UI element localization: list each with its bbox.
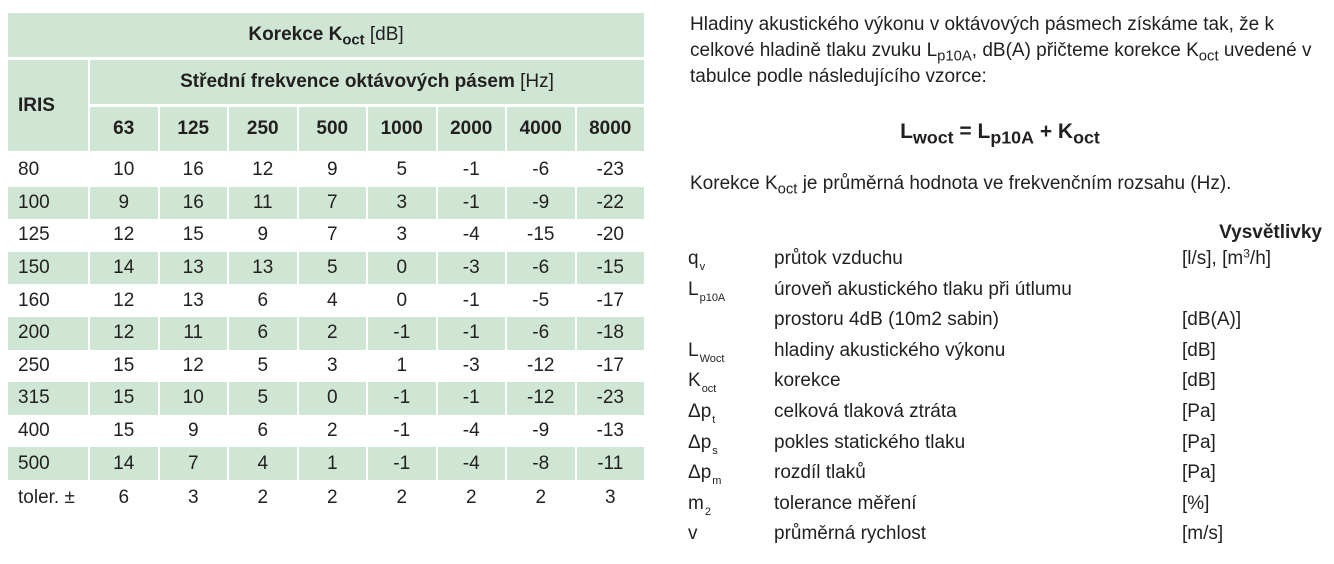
table-row bbox=[8, 415, 644, 448]
formula bbox=[690, 120, 1310, 148]
table-row bbox=[8, 252, 644, 285]
legend-symbol-sub: t bbox=[712, 414, 716, 427]
legend-description: korekce bbox=[774, 370, 841, 392]
legend-symbol bbox=[688, 397, 715, 427]
correction-value-cell: 9 bbox=[90, 187, 158, 220]
legend-unit-text: [dB] bbox=[1182, 339, 1216, 361]
frequency-header-row bbox=[8, 107, 644, 154]
correction-value-cell: -1 bbox=[393, 420, 411, 442]
intro-paragraph bbox=[690, 12, 1320, 90]
legend-description: úroveň akustického tlaku při útlumu bbox=[774, 278, 1072, 300]
iris-size-cell: 400 bbox=[18, 420, 50, 442]
table-row bbox=[8, 350, 644, 383]
legend-unit-text: [%] bbox=[1182, 492, 1210, 514]
formula-l: L bbox=[900, 120, 913, 143]
legend-unit bbox=[1182, 428, 1216, 458]
correction-value-cell: 13 bbox=[160, 252, 228, 285]
correction-value-cell: 3 bbox=[326, 354, 338, 376]
note-sub: oct bbox=[777, 181, 798, 198]
tolerance-value-cell: 6 bbox=[118, 486, 130, 508]
correction-value-cell: -23 bbox=[577, 382, 645, 415]
correction-value-cell: 3 bbox=[368, 187, 436, 220]
legend-symbol-sub: Woct bbox=[699, 352, 725, 365]
tolerance-value-cell: 2 bbox=[465, 486, 477, 508]
legend-symbol-base: q bbox=[688, 248, 699, 269]
table-title-prefix: Korekce K bbox=[248, 24, 343, 45]
intro-text-3: uvedené v tabulce podle následujícího vzorce: bbox=[690, 40, 1312, 87]
correction-value-cell: 6 bbox=[229, 317, 297, 350]
iris-size-cell: 150 bbox=[8, 252, 88, 285]
legend-row bbox=[688, 366, 1328, 396]
legend-symbol bbox=[688, 336, 724, 366]
legend-unit bbox=[1182, 519, 1223, 549]
legend-description: prostoru 4dB (10m2 sabin) bbox=[774, 309, 999, 331]
legend-symbol-sub: 2 bbox=[704, 505, 711, 518]
correction-value-cell: 3 bbox=[396, 224, 408, 246]
legend-symbol-sub: s bbox=[712, 444, 718, 457]
correction-value-cell: -4 bbox=[438, 447, 506, 480]
iris-size-cell: 250 bbox=[18, 354, 50, 376]
frequency-header: 4000 bbox=[507, 107, 575, 154]
formula-r-sub: p10A bbox=[990, 127, 1034, 148]
legend-symbol-base: m bbox=[688, 492, 704, 514]
table-title-unit: [dB] bbox=[369, 24, 404, 45]
correction-value-cell: -8 bbox=[507, 447, 575, 480]
correction-value-cell: 16 bbox=[182, 159, 204, 181]
intro-text-1: Hladiny akustického výkonu v oktávových pásmech získáme tak, že k celkové hladině tlaku zvuku L bbox=[690, 14, 1274, 61]
correction-value-cell: 9 bbox=[257, 224, 269, 246]
correction-value-cell: 14 bbox=[90, 252, 158, 285]
intro-sub-2: oct bbox=[1198, 48, 1219, 65]
correction-value-cell: -6 bbox=[507, 252, 575, 285]
legend-symbol bbox=[688, 489, 711, 519]
correction-value-cell: 16 bbox=[160, 187, 228, 220]
correction-value-cell: 0 bbox=[368, 252, 436, 285]
legend-row bbox=[688, 397, 1328, 427]
iris-header: IRIS bbox=[8, 60, 88, 154]
correction-value-cell: 15 bbox=[113, 354, 135, 376]
intro-text-2: , dB(A) přičteme korekce K bbox=[971, 40, 1199, 61]
legend-description: tolerance měření bbox=[774, 492, 917, 514]
legend-symbol bbox=[688, 458, 721, 488]
correction-value-cell: 12 bbox=[90, 317, 158, 350]
correction-value-cell: 7 bbox=[160, 447, 228, 480]
correction-value-cell: -13 bbox=[596, 420, 624, 442]
correction-value-cell: -9 bbox=[532, 420, 550, 442]
frequency-header: 125 bbox=[160, 107, 228, 154]
legend-unit bbox=[1182, 336, 1216, 366]
band-header-label: Střední frekvence oktávových pásem bbox=[180, 71, 515, 92]
correction-value-cell: -1 bbox=[438, 187, 506, 220]
correction-value-cell: 9 bbox=[187, 420, 199, 442]
legend-symbol bbox=[688, 519, 698, 549]
tolerance-label: toler. ± bbox=[18, 486, 75, 508]
formula-l-sub: woct bbox=[912, 127, 954, 148]
correction-value-cell: -1 bbox=[438, 317, 506, 350]
legend-description: hladiny akustického výkonu bbox=[774, 339, 1006, 361]
note-text bbox=[690, 173, 1232, 198]
correction-value-cell: 12 bbox=[252, 159, 274, 181]
legend-symbol-sub: v bbox=[699, 261, 706, 274]
iris-size-cell: 315 bbox=[8, 382, 88, 415]
tolerance-value-cell: 2 bbox=[535, 486, 547, 508]
legend-unit bbox=[1182, 244, 1271, 274]
intro-sub-1: p10A bbox=[937, 48, 972, 65]
legend-unit-text: [m/s] bbox=[1182, 523, 1224, 545]
correction-value-cell: 5 bbox=[396, 159, 408, 181]
correction-value-cell: -1 bbox=[368, 382, 436, 415]
legend-symbol bbox=[688, 366, 716, 396]
table-row bbox=[8, 154, 644, 187]
note-suffix: je průměrná hodnota ve frekvenčním rozsahu (Hz). bbox=[797, 173, 1232, 194]
tolerance-value-cell: 2 bbox=[326, 486, 338, 508]
correction-value-cell: 1 bbox=[396, 354, 408, 376]
legend-symbol-base: Δp bbox=[688, 401, 712, 422]
legend-description: průtok vzduchu bbox=[774, 248, 903, 269]
correction-value-cell: 13 bbox=[229, 252, 297, 285]
correction-value-cell: 0 bbox=[299, 382, 367, 415]
legend-symbol-base: L bbox=[688, 278, 699, 300]
correction-value-cell: 5 bbox=[257, 354, 269, 376]
correction-value-cell: 7 bbox=[299, 187, 367, 220]
table-row bbox=[8, 317, 644, 350]
legend-row bbox=[688, 489, 1328, 519]
correction-value-cell: 15 bbox=[113, 420, 135, 442]
legend-description: pokles statického tlaku bbox=[774, 431, 966, 453]
correction-value-cell: -9 bbox=[507, 187, 575, 220]
note-prefix: Korekce K bbox=[690, 173, 778, 194]
iris-size-cell: 160 bbox=[18, 289, 50, 311]
correction-value-cell: 2 bbox=[299, 317, 367, 350]
frequency-header: 500 bbox=[299, 107, 367, 154]
correction-value-cell: -15 bbox=[577, 252, 645, 285]
correction-value-cell: 4 bbox=[229, 447, 297, 480]
legend-unit-sup: 3 bbox=[1243, 246, 1250, 261]
correction-value-cell: -18 bbox=[577, 317, 645, 350]
legend-unit-text: [dB] bbox=[1182, 370, 1216, 392]
correction-value-cell: -15 bbox=[527, 224, 555, 246]
correction-value-cell: 10 bbox=[160, 382, 228, 415]
legend-unit-text: [l/s], [m bbox=[1182, 248, 1244, 269]
correction-value-cell: 10 bbox=[113, 159, 135, 181]
table-row bbox=[8, 187, 644, 220]
formula-eq: = L bbox=[953, 120, 991, 143]
legend-description: rozdíl tlaků bbox=[774, 462, 866, 484]
legend-unit bbox=[1182, 458, 1216, 488]
legend-row bbox=[688, 519, 1328, 549]
table-row bbox=[8, 382, 644, 415]
legend-row bbox=[688, 336, 1328, 366]
legend-row bbox=[688, 305, 1328, 335]
correction-value-cell: -17 bbox=[596, 354, 624, 376]
table-row bbox=[8, 284, 644, 317]
legend-row bbox=[688, 458, 1328, 488]
correction-value-cell: 13 bbox=[182, 289, 204, 311]
correction-value-cell: -4 bbox=[462, 224, 480, 246]
tolerance-value-cell: 2 bbox=[257, 486, 269, 508]
correction-value-cell: 1 bbox=[299, 447, 367, 480]
correction-value-cell: -1 bbox=[462, 159, 480, 181]
legend-symbol-base: Δp bbox=[688, 462, 712, 484]
iris-size-cell: 125 bbox=[18, 224, 50, 246]
correction-value-cell: -11 bbox=[577, 447, 645, 480]
correction-value-cell: 5 bbox=[229, 382, 297, 415]
frequency-header: 1000 bbox=[368, 107, 436, 154]
legend-symbol-base: Δp bbox=[688, 431, 712, 453]
legend-symbol-sub: m bbox=[712, 475, 722, 488]
frequency-header: 250 bbox=[229, 107, 297, 154]
legend-unit-text: [dB(A)] bbox=[1182, 309, 1242, 331]
legend-row bbox=[688, 428, 1328, 458]
tolerance-value-cell: 3 bbox=[604, 486, 616, 508]
legend-description: průměrná rychlost bbox=[774, 523, 927, 545]
correction-value-cell: 14 bbox=[90, 447, 158, 480]
legend-symbol bbox=[688, 244, 705, 274]
correction-value-cell: -3 bbox=[462, 354, 480, 376]
legend-symbol-sub: oct bbox=[701, 383, 717, 396]
legend-description: celková tlaková ztráta bbox=[774, 401, 957, 422]
correction-value-cell: -23 bbox=[596, 159, 624, 181]
table-row bbox=[8, 447, 644, 480]
table-body bbox=[8, 154, 644, 516]
correction-value-cell: 2 bbox=[326, 420, 338, 442]
legend-unit bbox=[1182, 366, 1216, 396]
table-row bbox=[8, 219, 644, 252]
correction-value-cell: 11 bbox=[229, 187, 297, 220]
band-header bbox=[90, 60, 644, 107]
correction-value-cell: 12 bbox=[113, 224, 135, 246]
formula-k-sub: oct bbox=[1073, 127, 1100, 148]
correction-value-cell: 12 bbox=[182, 354, 204, 376]
legend-unit bbox=[1182, 489, 1209, 519]
correction-value-cell: 4 bbox=[326, 289, 338, 311]
legend-unit-text: [Pa] bbox=[1182, 401, 1216, 422]
correction-value-cell: -1 bbox=[462, 289, 480, 311]
legend-unit-end: /h] bbox=[1249, 248, 1272, 269]
correction-value-cell: -6 bbox=[507, 317, 575, 350]
correction-value-cell: 7 bbox=[326, 224, 338, 246]
correction-value-cell: 6 bbox=[257, 289, 269, 311]
formula-plus: + K bbox=[1034, 120, 1074, 143]
correction-value-cell: -5 bbox=[532, 289, 550, 311]
correction-value-cell: -17 bbox=[596, 289, 624, 311]
legend-unit bbox=[1182, 397, 1216, 427]
frequency-header: 63 bbox=[90, 107, 158, 154]
correction-value-cell: 0 bbox=[396, 289, 408, 311]
band-header-unit: [Hz] bbox=[520, 71, 554, 92]
legend-row bbox=[688, 275, 1328, 305]
correction-value-cell: -22 bbox=[577, 187, 645, 220]
correction-value-cell: 5 bbox=[299, 252, 367, 285]
tolerance-value-cell: 2 bbox=[396, 486, 408, 508]
correction-value-cell: 11 bbox=[160, 317, 228, 350]
legend-symbol bbox=[688, 428, 718, 458]
frequency-header: 2000 bbox=[438, 107, 506, 154]
legend-title: Vysvětlivky bbox=[1219, 222, 1322, 243]
tolerance-value-cell: 3 bbox=[187, 486, 199, 508]
correction-value-cell: 15 bbox=[90, 382, 158, 415]
iris-size-cell: 200 bbox=[8, 317, 88, 350]
legend-symbol-base: L bbox=[688, 339, 699, 361]
correction-value-cell: 6 bbox=[257, 420, 269, 442]
correction-value-cell: -20 bbox=[596, 224, 624, 246]
frequency-header: 8000 bbox=[577, 107, 645, 154]
legend-row bbox=[688, 244, 1328, 274]
correction-value-cell: 12 bbox=[113, 289, 135, 311]
legend-symbol-base: v bbox=[688, 523, 698, 545]
correction-value-cell: -1 bbox=[368, 317, 436, 350]
correction-value-cell: 15 bbox=[182, 224, 204, 246]
tolerance-row bbox=[8, 480, 644, 516]
correction-table-grid bbox=[6, 13, 646, 516]
correction-value-cell: -12 bbox=[527, 354, 555, 376]
correction-value-cell: 9 bbox=[326, 159, 338, 181]
legend-symbol-sub: p10A bbox=[699, 291, 726, 304]
iris-size-cell: 80 bbox=[18, 159, 40, 181]
correction-value-cell: -6 bbox=[532, 159, 550, 181]
legend-unit-text: [Pa] bbox=[1182, 462, 1216, 484]
legend-symbol bbox=[688, 275, 725, 305]
table-title-sub: oct bbox=[342, 32, 365, 49]
table-title bbox=[8, 13, 644, 60]
correction-value-cell: -1 bbox=[368, 447, 436, 480]
iris-size-cell: 500 bbox=[8, 447, 88, 480]
correction-value-cell: -4 bbox=[462, 420, 480, 442]
iris-size-cell: 100 bbox=[8, 187, 88, 220]
legend-unit bbox=[1182, 305, 1241, 335]
correction-value-cell: -3 bbox=[438, 252, 506, 285]
legend-unit-text: [Pa] bbox=[1182, 431, 1216, 453]
correction-table bbox=[8, 13, 646, 516]
correction-value-cell: -1 bbox=[438, 382, 506, 415]
correction-value-cell: -12 bbox=[507, 382, 575, 415]
legend-symbol-base: K bbox=[688, 370, 701, 392]
